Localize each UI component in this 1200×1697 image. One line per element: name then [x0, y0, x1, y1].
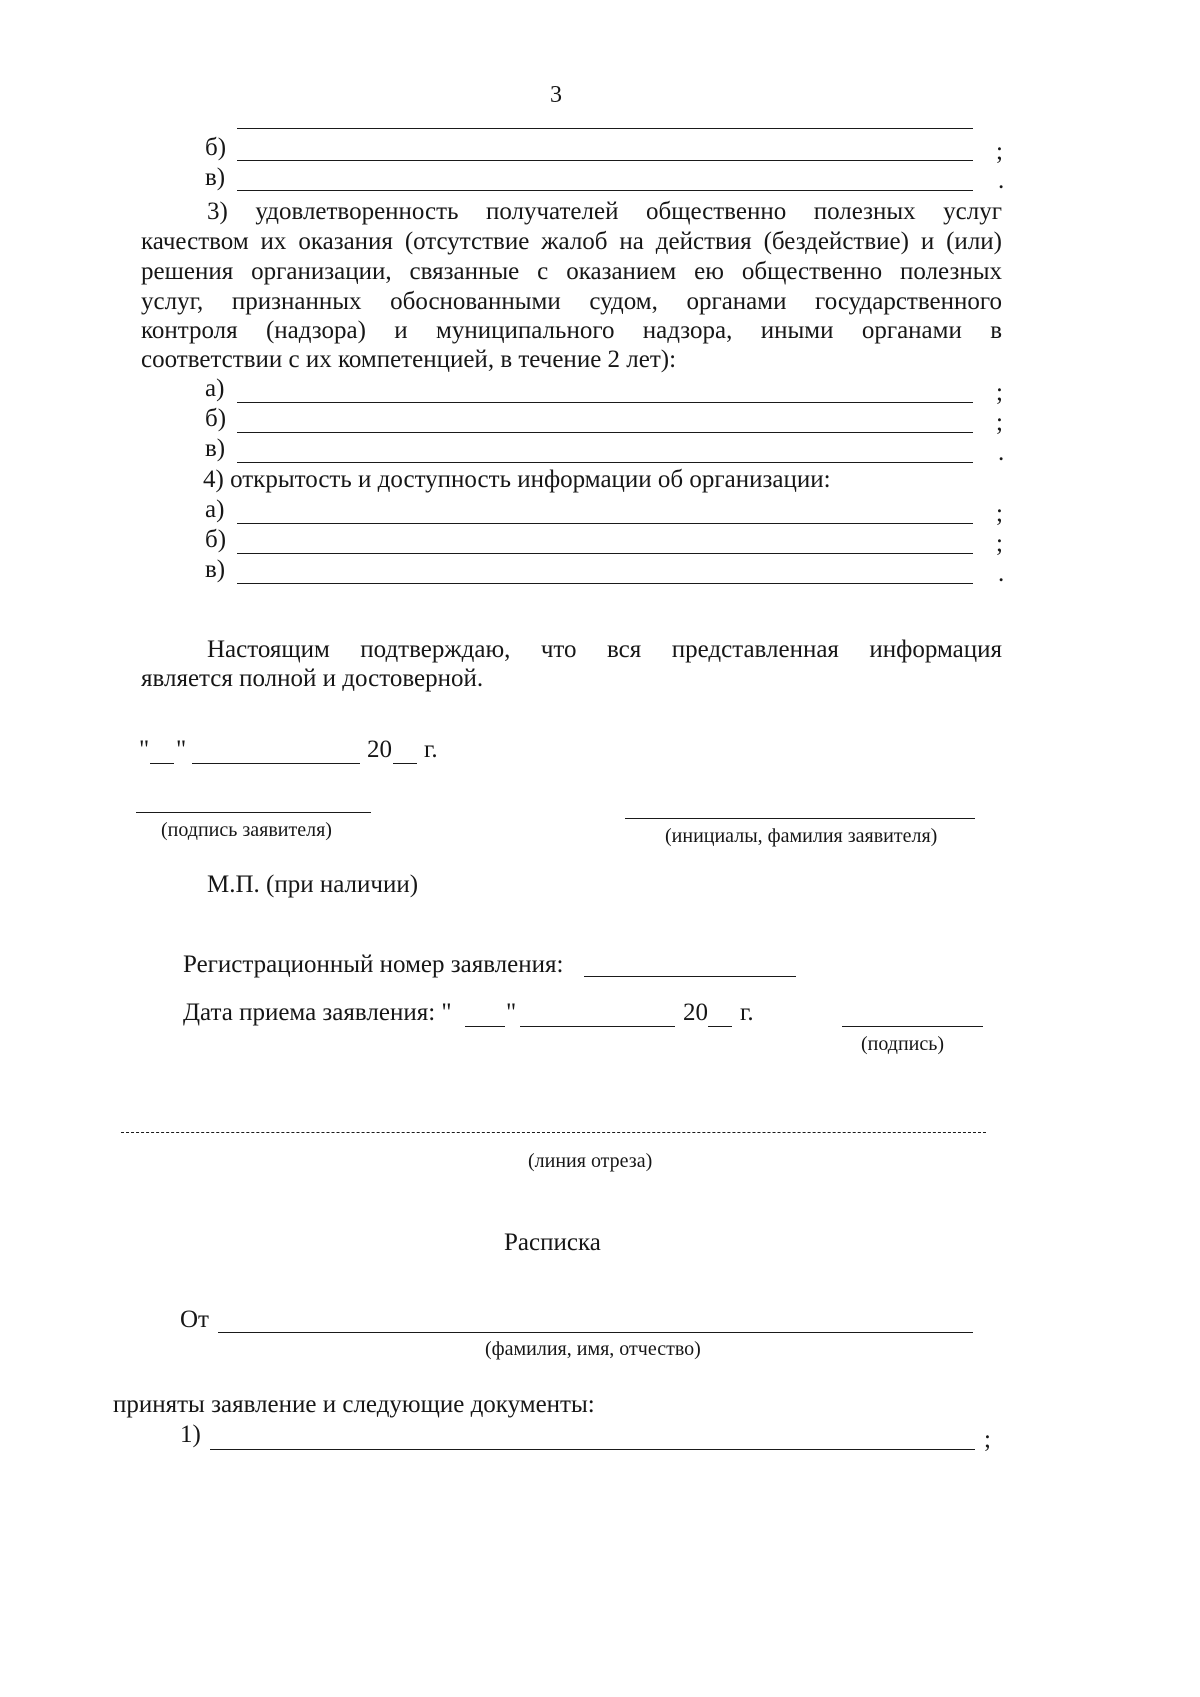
year-suffix: г. [424, 736, 438, 763]
item-marker: б) [205, 526, 227, 553]
seal-label: М.П. (при наличии) [207, 871, 419, 898]
receipt-item-end: ; [984, 1426, 991, 1453]
receipt-document-line[interactable] [210, 1449, 975, 1450]
receipt-day-blank[interactable] [465, 1026, 505, 1027]
item-end-punct: . [998, 439, 1005, 466]
applicant-signature-line[interactable] [136, 812, 371, 813]
day-blank[interactable] [150, 763, 174, 764]
item-end-punct: . [998, 167, 1005, 194]
cut-line-caption: (линия отреза) [528, 1150, 653, 1172]
item-marker: в) [205, 164, 226, 191]
applicant-name-line[interactable] [625, 818, 975, 819]
year-prefix: 20 [367, 736, 392, 763]
item-marker: а) [205, 375, 225, 402]
item-end-punct: . [998, 560, 1005, 587]
item-end-punct: ; [996, 530, 1003, 557]
cut-line [121, 1132, 986, 1133]
confirmation-line1: Настоящим подтверждаю, что вся представленная информация [207, 636, 1002, 663]
receipt-month-blank[interactable] [520, 1026, 675, 1027]
item-marker: б) [205, 134, 227, 161]
registration-number-label: Регистрационный номер заявления: [183, 951, 564, 978]
blank-line[interactable] [237, 553, 973, 554]
item-marker: а) [205, 496, 225, 523]
item3-last-line: соответствии с их компетенцией, в течение 2 лет): [141, 346, 677, 373]
blank-line[interactable] [237, 128, 973, 129]
month-blank[interactable] [192, 763, 360, 764]
receipt-accepted-text: приняты заявление и следующие документы: [113, 1391, 595, 1418]
item-end-punct: ; [996, 409, 1003, 436]
blank-line[interactable] [237, 402, 973, 403]
item-marker: в) [205, 435, 226, 462]
date-open-quote: " [139, 736, 150, 763]
item3-line: качеством их оказания (отсутствие жалоб на действия (бездействие) и (или) [141, 228, 1002, 255]
item-end-punct: ; [996, 379, 1003, 406]
blank-line[interactable] [237, 523, 973, 524]
year-blank[interactable] [393, 763, 417, 764]
receipt-year-suffix: г. [740, 999, 754, 1026]
blank-line[interactable] [237, 190, 973, 191]
blank-line[interactable] [237, 583, 973, 584]
receipt-from-label: От [180, 1306, 209, 1333]
item-end-punct: ; [996, 138, 1003, 165]
item3-line: услуг, признанных обоснованными судом, органами государственного [141, 288, 1002, 315]
item-end-punct: ; [996, 500, 1003, 527]
receiver-signature-line[interactable] [842, 1026, 983, 1027]
applicant-name-caption: (инициалы, фамилия заявителя) [665, 825, 938, 847]
item-marker: б) [205, 405, 227, 432]
receipt-date-label: Дата приема заявления: " [183, 999, 452, 1026]
applicant-signature-caption: (подпись заявителя) [161, 819, 332, 841]
blank-line[interactable] [237, 432, 973, 433]
date-close-quote: " [176, 736, 187, 763]
blank-line[interactable] [237, 160, 973, 161]
item3-line: решения организации, связанные с оказанием ею общественно полезных [141, 258, 1002, 285]
receipt-item-marker: 1) [180, 1421, 201, 1448]
receipt-year-blank[interactable] [708, 1026, 732, 1027]
item4-title: 4) открытость и доступность информации об организации: [203, 466, 831, 493]
page-number: 3 [550, 82, 562, 108]
receipt-from-line[interactable] [218, 1332, 973, 1333]
registration-number-blank[interactable] [584, 976, 796, 977]
receiver-signature-caption: (подпись) [861, 1033, 945, 1055]
confirmation-line2: является полной и достоверной. [141, 665, 484, 692]
receipt-title: Расписка [504, 1229, 601, 1256]
receipt-from-caption: (фамилия, имя, отчество) [485, 1338, 701, 1360]
blank-line[interactable] [237, 462, 973, 463]
receipt-date-close-quote: " [506, 999, 517, 1026]
item-marker: в) [205, 556, 226, 583]
item3-line: контроля (надзора) и муниципального надзора, иными органами в [141, 317, 1002, 344]
receipt-year-prefix: 20 [683, 999, 708, 1026]
item3-line: 3) удовлетворенность получателей общественно полезных услуг [207, 198, 1002, 225]
